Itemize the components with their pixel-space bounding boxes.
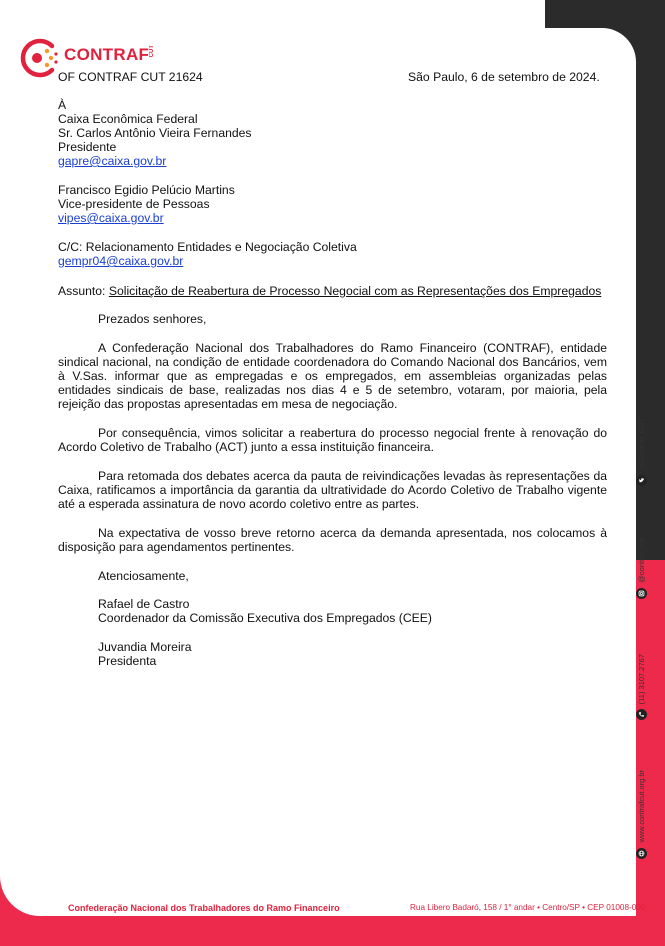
document-date: São Paulo, 6 de setembro de 2024. [408,70,600,84]
sidebar-phone[interactable] [634,654,648,720]
subject-line [58,284,601,298]
recipient2-name: Francisco Egidio Pelúcio Martins [58,183,235,197]
signature-2-name: Juvandia Moreira [98,640,192,654]
recipient-org: Caixa Econômica Federal [58,112,198,126]
logo-sub: CUT [149,45,155,58]
footer-organization: Confederação Nacional dos Trabalhadores do Ramo Financeiro [68,903,340,913]
body-paragraph-2-text: Por consequência, vimos solicitar a reabertura do processo negocial frente à renovação do Acordo Coletivo de Trabalho (ACT) junto a essa instituição financeira. [58,426,607,454]
recipient-role: Presidente [58,140,117,154]
instagram-handle: @contraf_cut [636,538,646,583]
phone-number: (11) 3107.2767 [636,654,646,705]
globe-icon [636,848,647,859]
footer-address: Rua Libero Badaró, 158 / 1° andar • Centro/SP • CEP 01008-000 [410,903,646,912]
phone-icon [636,709,647,720]
greeting: Prezados senhores, [98,312,207,326]
signature-1-role: Coordenador da Comissão Executiva dos Empregados (CEE) [98,611,432,625]
body-paragraph-1 [58,341,607,411]
instagram-icon [636,588,647,599]
recipient-name: Sr. Carlos Antônio Vieira Fernandes [58,126,252,140]
document-reference: OF CONTRAF CUT 21624 [58,70,203,84]
cc-email-link[interactable]: gempr04@caixa.gov.br [58,254,184,268]
sidebar-twitter[interactable] [634,418,648,486]
body-paragraph-1-text: A Confederação Nacional dos Trabalhadores do Ramo Financeiro (CONTRAF), entidade sindical nacional, na condição de entidade coordenadora do Comando Nacional dos Bancários, vem à V.Sas. informar que as empregadas e os empregados, em assembleias organizadas pelas entidades sindicais de base, realizadas nos dias 4 e 5 de setembro, votaram, por maioria, pela rejeição das propostas apresentadas em mesa de negociação. [58,341,607,411]
cc-line: C/C: Relacionamento Entidades e Negociação Coletiva [58,240,357,254]
closing: Atenciosamente, [98,569,189,583]
logo-name: CONTRAF [64,45,150,64]
recipient-email-link[interactable]: gapre@caixa.gov.br [58,154,167,168]
website-url: www.contrafcut.org.br [636,770,646,843]
twitter-handle: @Contraf_CUT [636,418,646,470]
body-paragraph-4 [58,526,607,554]
recipient2-role: Vice-presidente de Pessoas [58,197,210,211]
subject-text: Solicitação de Reabertura de Processo Negocial com as Representações dos Empregados [108,284,602,298]
body-paragraph-3-text: Para retomada dos debates acerca da pauta de reivindicações levadas às representações da Caixa, ratificamos a importância da garantia da ultratividade do Acordo Coletivo de Trabalho vigente até a esperada assinatura de novo acordo coletivo entre as partes. [58,469,607,511]
subject-label: Assunto: [58,284,106,298]
twitter-icon [636,475,647,486]
signature-1-name: Rafael de Castro [98,597,190,611]
signature-2-role: Presidenta [98,654,157,668]
sidebar-website[interactable] [634,770,648,859]
recipient2-email-link[interactable]: vipes@caixa.gov.br [58,211,164,225]
body-paragraph-4-text: Na expectativa de vosso breve retorno acerca da demanda apresentada, nos colocamos à disposição para agendamentos pertinentes. [58,526,607,554]
body-paragraph-2 [58,426,607,454]
body-paragraph-3 [58,469,607,511]
sidebar-instagram[interactable] [634,538,648,599]
recipient-to: À [58,98,67,112]
